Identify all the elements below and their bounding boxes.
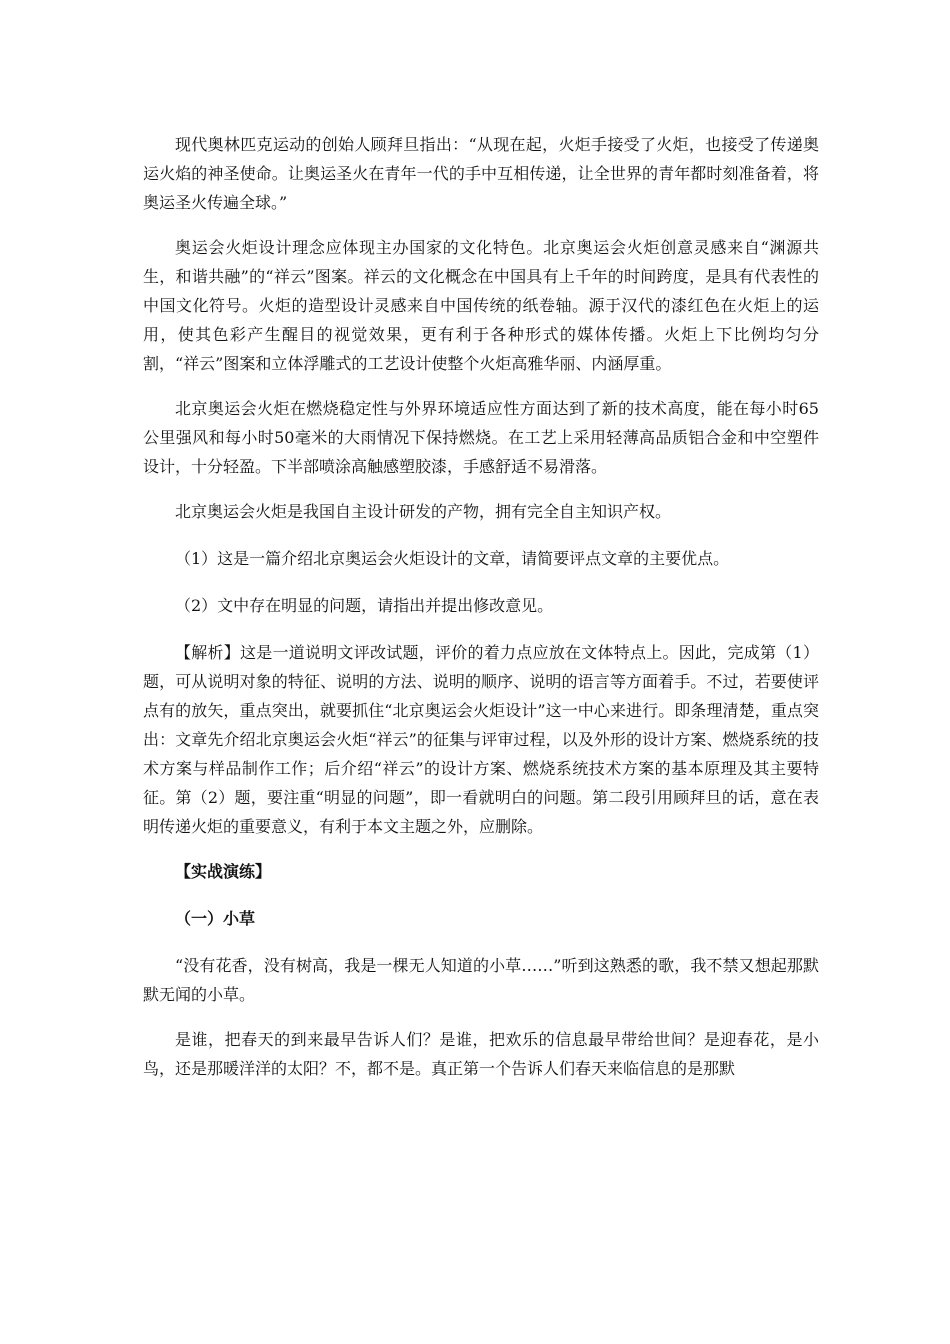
analysis-paragraph [143, 638, 819, 841]
paragraph-grass-song: “没有花香，没有树高，我是一棵无人知道的小草……”听到这熟悉的歌，我不禁又想起那默默无闻的小草。 [143, 956, 819, 1004]
question-2: （2）文中存在明显的问题，请指出并提出修改意见。 [175, 596, 554, 615]
section-title-practice: 【实战演练】 [175, 862, 272, 881]
paragraph-technology: 北京奥运会火炬在燃烧稳定性与外界环境适应性方面达到了新的技术高度，能在每小时65公里强风和每小时50毫米的大雨情况下保持燃烧。在工艺上采用轻薄高品质铝合金和中空塑件设计，十分轻盈。下半部喷涂高触感塑胶漆，手感舒适不易滑落。 [143, 399, 819, 476]
paragraph-coubertin-quote: 现代奥林匹克运动的创始人顾拜旦指出：“从现在起，火炬手接受了火炬，也接受了传递奥运火焰的神圣使命。让奥运圣火在青年一代的手中互相传递，让全世界的青年都时刻准备着，将奥运圣火传遍全球。” [143, 135, 819, 212]
question-1: （1）这是一篇介绍北京奥运会火炬设计的文章，请简要评点文章的主要优点。 [175, 549, 730, 568]
subsection-title-grass: （一）小草 [175, 909, 256, 928]
paragraph-grass-spring: 是谁，把春天的到来最早告诉人们？是谁，把欢乐的信息最早带给世间？是迎春花，是小鸟，还是那暖洋洋的太阳？不，都不是。真正第一个告诉人们春天来临信息的是那默 [143, 1030, 819, 1078]
analysis-label: 【解析】 [175, 643, 241, 662]
paragraph-design-concept: 奥运会火炬设计理念应体现主办国家的文化特色。北京奥运会火炬创意灵感来自“渊源共生，和谐共融”的“祥云”图案。祥云的文化概念在中国具有上千年的时间跨度，是具有代表性的中国文化符号。火炬的造型设计灵感来自中国传统的纸卷轴。源于汉代的漆红色在火炬上的运用，使其色彩产生醒目的视觉效果，更有利于各种形式的媒体传播。火炬上下比例均匀分割，“祥云”图案和立体浮雕式的工艺设计使整个火炬高雅华丽、内涵厚重。 [143, 238, 819, 373]
paragraph-ip: 北京奥运会火炬是我国自主设计研发的产物，拥有完全自主知识产权。 [175, 502, 672, 521]
analysis-text: 这是一道说明文评改试题，评价的着力点应放在文体特点上。因此，完成第（1）题，可从说明对象的特征、说明的方法、说明的顺序、说明的语言等方面着手。不过，若要使评点有的放矢，重点突出，就要抓住“北京奥运会火炬设计”这一中心来进行。即条理清楚，重点突出：文章先介绍北京奥运会火炬“祥云”的征集与评审过程，以及外形的设计方案、燃烧系统的技术方案与样品制作工作；后介绍“祥云”的设计方案、燃烧系统技术方案的基本原理及其主要特征。第（2）题，要注重“明显的问题”，即一看就明白的问题。第二段引用顾拜旦的话，意在表明传递火炬的重要意义，有利于本文主题之外，应删除。 [143, 643, 819, 836]
document-page [143, 130, 819, 1099]
